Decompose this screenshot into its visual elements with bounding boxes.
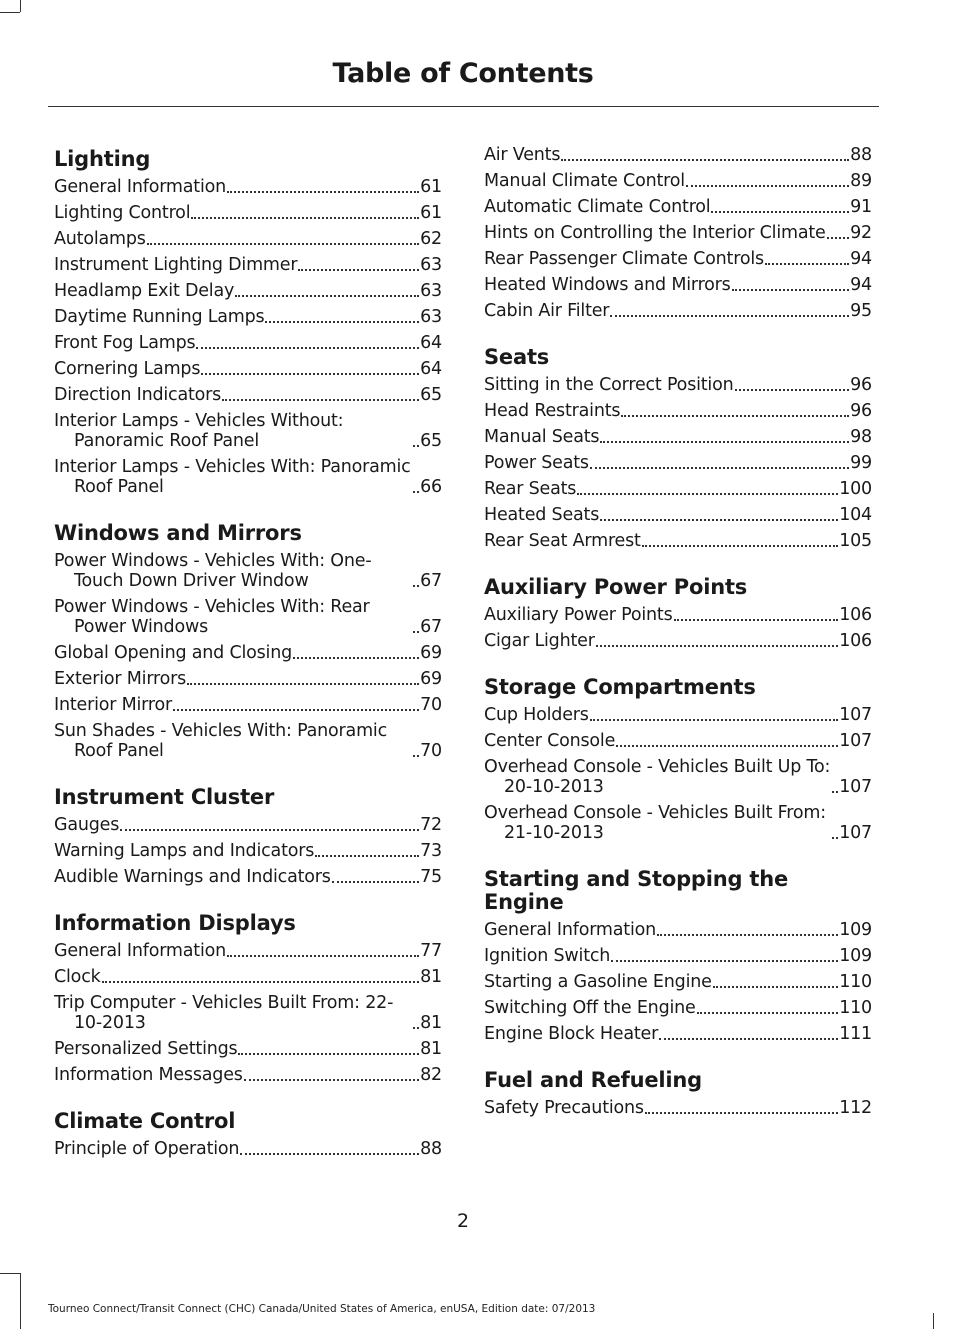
entry-title: Auxiliary Power Points [484,605,673,625]
section-title: Seats [484,345,550,369]
dot-leader [235,295,419,297]
entry-page-number: 63 [420,255,442,275]
toc-section [484,1066,872,1118]
entry-page-number: 99 [850,453,872,473]
entry-page-number: 75 [420,867,442,887]
entry-title: Manual Climate Control [484,171,685,191]
entry-page-number: 107 [839,777,872,797]
entry-page-number: 67 [420,617,442,637]
entry-page-number: 98 [850,427,872,447]
entry-page-number: 73 [420,841,442,861]
toc-entry[interactable] [484,757,872,797]
dot-leader [686,185,849,187]
toc-entry[interactable] [484,631,872,651]
dot-leader [298,269,419,271]
entry-title: Rear Passenger Climate Controls [484,249,764,269]
toc-entry[interactable] [54,867,442,887]
toc-section [484,573,872,651]
section-title: Climate Control [54,1109,236,1133]
dot-leader [832,791,838,793]
entry-page-number: 104 [839,505,872,525]
entry-title: Interior Lamps - Vehicles Without: Panoramic Roof Panel [54,411,344,451]
entry-page-number: 82 [420,1065,442,1085]
entry-page-number: 94 [850,275,872,295]
dot-leader [413,585,419,587]
dot-leader [120,829,419,831]
entry-page-number: 63 [420,281,442,301]
section-title: Storage Compartments [484,675,756,699]
entry-title: Global Opening and Closing [54,643,293,663]
toc-entry[interactable] [54,359,442,379]
dot-leader [191,217,419,219]
entry-title: Head Restraints [484,401,621,421]
entry-title: Power Windows - Vehicles With: One-Touch Down Driver Window [54,551,372,591]
entry-title: Air Vents [484,145,561,165]
toc-entry[interactable] [484,145,872,165]
dot-leader [577,493,838,495]
dot-leader [611,960,838,962]
section-title: Fuel and Refueling [484,1068,702,1092]
toc-entry[interactable] [54,551,442,591]
entry-page-number: 110 [839,972,872,992]
entry-title: Front Fog Lamps [54,333,196,353]
dot-leader [173,709,419,711]
entry-title: Cornering Lamps [54,359,201,379]
entry-page-number: 96 [850,375,872,395]
entry-title: Information Messages [54,1065,243,1085]
dot-leader [561,159,849,161]
toc-right-column [484,145,872,1140]
entry-page-number: 109 [839,920,872,940]
section-title: Information Displays [54,911,296,935]
entry-page-number: 106 [839,631,872,651]
dot-leader [616,745,838,747]
toc-entry[interactable] [54,695,442,715]
entry-page-number: 69 [420,669,442,689]
entry-page-number: 88 [420,1139,442,1159]
toc-entry[interactable] [484,301,872,321]
entry-page-number: 95 [850,301,872,321]
toc-entry[interactable] [484,375,872,395]
toc-entry[interactable] [484,505,872,525]
entry-page-number: 77 [420,941,442,961]
entry-page-number: 91 [850,197,872,217]
dot-leader [610,315,849,317]
crop-mark [0,12,20,13]
dot-leader [732,289,850,291]
dot-leader [227,191,419,193]
entry-title: Personalized Settings [54,1039,238,1059]
dot-leader [711,211,849,213]
toc-entry[interactable] [54,597,442,637]
entry-title: Interior Lamps - Vehicles With: Panoramic Roof Panel [54,457,411,497]
toc-entry[interactable] [484,803,872,843]
crop-mark [20,0,21,12]
dot-leader [413,491,419,493]
toc-section [484,673,872,843]
section-title: Instrument Cluster [54,785,275,809]
dot-leader [265,321,419,323]
dot-leader [413,445,419,447]
entry-title: Daytime Running Lamps [54,307,265,327]
dot-leader [413,755,419,757]
dot-leader [332,881,419,883]
entry-title: Interior Mirror [54,695,172,715]
toc-entry[interactable] [54,229,442,249]
entry-page-number: 72 [420,815,442,835]
dot-leader [413,1027,419,1029]
toc-entry[interactable] [484,223,872,243]
entry-title: Headlamp Exit Delay [54,281,235,301]
toc-entry[interactable] [484,605,872,625]
toc-section [484,343,872,551]
toc-entry[interactable] [54,993,442,1033]
dot-leader [596,645,838,647]
entry-title: Center Console [484,731,616,751]
toc-entry[interactable] [54,1039,442,1059]
dot-leader [147,243,419,245]
entry-title: Power Windows - Vehicles With: Rear Power Windows [54,597,370,637]
toc-entry[interactable] [484,479,872,499]
dot-leader [832,837,838,839]
entry-title: Sitting in the Correct Position [484,375,734,395]
dot-leader [674,619,839,621]
toc-section [54,1107,442,1159]
dot-leader [413,631,419,633]
entry-title: Gauges [54,815,120,835]
dot-leader [590,719,838,721]
entry-page-number: 107 [839,731,872,751]
toc-entry[interactable] [484,972,872,992]
footer-edition-info: Tourneo Connect/Transit Connect (CHC) Canada/United States of America, enUSA, Edition date: 07/2013 [48,1303,596,1315]
entry-title: Ignition Switch [484,946,611,966]
title-divider [48,106,879,107]
toc-section [484,145,872,321]
entry-page-number: 94 [850,249,872,269]
toc-entry[interactable] [54,967,442,987]
entry-page-number: 64 [420,333,442,353]
entry-title: Audible Warnings and Indicators [54,867,331,887]
toc-left-column [54,145,442,1181]
entry-title: Trip Computer - Vehicles Built From: 22-10-2013 [54,993,394,1033]
entry-page-number: 106 [839,605,872,625]
toc-entry[interactable] [484,1024,872,1044]
entry-page-number: 110 [839,998,872,1018]
entry-title: Cup Holders [484,705,589,725]
toc-entry[interactable] [54,333,442,353]
toc-section [54,909,442,1085]
entry-page-number: 62 [420,229,442,249]
toc-entry[interactable] [54,385,442,405]
toc-entry[interactable] [54,307,442,327]
toc-entry[interactable] [54,815,442,835]
dot-leader [659,1038,838,1040]
dot-leader [827,237,850,239]
dot-leader [621,415,849,417]
dot-leader [187,683,419,685]
dot-leader [102,981,420,983]
toc-entry[interactable] [484,920,872,940]
entry-title: Starting a Gasoline Engine [484,972,712,992]
entry-page-number: 61 [420,203,442,223]
dot-leader [697,1012,839,1014]
crop-mark [933,1313,934,1329]
toc-entry[interactable] [484,401,872,421]
toc-entry[interactable] [484,197,872,217]
page-number: 2 [456,1210,470,1232]
toc-entry[interactable] [484,427,872,447]
dot-leader [227,955,419,957]
dot-leader [600,519,838,521]
entry-page-number: 67 [420,571,442,591]
entry-page-number: 65 [420,385,442,405]
toc-entry[interactable] [54,1139,442,1159]
toc-entry[interactable] [54,255,442,275]
entry-title: Principle of Operation [54,1139,240,1159]
entry-title: Instrument Lighting Dimmer [54,255,298,275]
dot-leader [315,855,419,857]
entry-page-number: 70 [420,695,442,715]
toc-section [54,145,442,497]
entry-title: Manual Seats [484,427,600,447]
dot-leader [600,441,849,443]
dot-leader [222,399,419,401]
dot-leader [293,657,419,659]
toc-entry[interactable] [484,705,872,725]
entry-title: Rear Seat Armrest [484,531,641,551]
dot-leader [735,389,850,391]
toc-entry[interactable] [54,941,442,961]
section-title: Starting and Stopping the Engine [484,867,789,914]
dot-leader [645,1112,838,1114]
crop-mark [20,1273,21,1329]
toc-entry[interactable] [54,721,442,761]
entry-title: Switching Off the Engine [484,998,696,1018]
toc-entry[interactable] [484,249,872,269]
entry-page-number: 96 [850,401,872,421]
toc-entry[interactable] [484,453,872,473]
entry-title: Heated Windows and Mirrors [484,275,731,295]
toc-entry[interactable] [54,643,442,663]
entry-title: General Information [54,177,227,197]
dot-leader [713,986,838,988]
entry-title: Direction Indicators [54,385,222,405]
dot-leader [196,347,419,349]
dot-leader [657,934,838,936]
dot-leader [240,1153,419,1155]
entry-page-number: 105 [839,531,872,551]
entry-page-number: 66 [420,477,442,497]
entry-page-number: 107 [839,823,872,843]
toc-entry[interactable] [54,281,442,301]
page-title: Table of Contents [332,58,594,89]
entry-page-number: 111 [839,1024,872,1044]
toc-entry[interactable] [54,411,442,451]
entry-title: Exterior Mirrors [54,669,187,689]
entry-page-number: 109 [839,946,872,966]
entry-title: Lighting Control [54,203,191,223]
entry-page-number: 92 [850,223,872,243]
toc-section [484,865,872,1044]
entry-title: Heated Seats [484,505,600,525]
entry-title: General Information [484,920,657,940]
entry-page-number: 100 [839,479,872,499]
dot-leader [201,373,419,375]
dot-leader [642,545,838,547]
dot-leader [590,467,849,469]
entry-title: Cabin Air Filter [484,301,610,321]
section-title: Auxiliary Power Points [484,575,748,599]
crop-mark [0,1273,20,1274]
toc-entry[interactable] [54,203,442,223]
entry-title: Automatic Climate Control [484,197,711,217]
toc-entry[interactable] [484,946,872,966]
entry-title: Overhead Console - Vehicles Built From: 21-10-2013 [484,803,826,843]
entry-title: Rear Seats [484,479,577,499]
dot-leader [238,1053,419,1055]
section-title: Lighting [54,147,151,171]
entry-title: General Information [54,941,227,961]
entry-page-number: 65 [420,431,442,451]
entry-title: Overhead Console - Vehicles Built Up To: 20-10-2013 [484,757,831,797]
toc-entry[interactable] [484,171,872,191]
entry-title: Engine Block Heater [484,1024,659,1044]
toc-entry[interactable] [54,669,442,689]
entry-page-number: 112 [839,1098,872,1118]
entry-page-number: 81 [420,967,442,987]
entry-page-number: 81 [420,1013,442,1033]
toc-entry[interactable] [54,841,442,861]
entry-page-number: 88 [850,145,872,165]
toc-entry[interactable] [484,731,872,751]
toc-entry[interactable] [484,531,872,551]
entry-page-number: 63 [420,307,442,327]
entry-page-number: 70 [420,741,442,761]
entry-title: Sun Shades - Vehicles With: Panoramic Roof Panel [54,721,388,761]
entry-page-number: 89 [850,171,872,191]
entry-title: Power Seats [484,453,589,473]
toc-section [54,783,442,887]
toc-entry[interactable] [484,275,872,295]
dot-leader [765,263,849,265]
entry-title: Safety Precautions [484,1098,644,1118]
entry-page-number: 69 [420,643,442,663]
toc-entry[interactable] [54,457,442,497]
entry-page-number: 81 [420,1039,442,1059]
section-title: Windows and Mirrors [54,521,302,545]
toc-entry[interactable] [54,177,442,197]
entry-page-number: 107 [839,705,872,725]
entry-title: Autolamps [54,229,146,249]
toc-entry[interactable] [484,998,872,1018]
entry-page-number: 64 [420,359,442,379]
entry-page-number: 61 [420,177,442,197]
toc-entry[interactable] [484,1098,872,1118]
toc-section [54,519,442,761]
entry-title: Clock [54,967,101,987]
dot-leader [244,1079,419,1081]
entry-title: Warning Lamps and Indicators [54,841,315,861]
entry-title: Hints on Controlling the Interior Climate [484,223,826,243]
toc-entry[interactable] [54,1065,442,1085]
entry-title: Cigar Lighter [484,631,595,651]
